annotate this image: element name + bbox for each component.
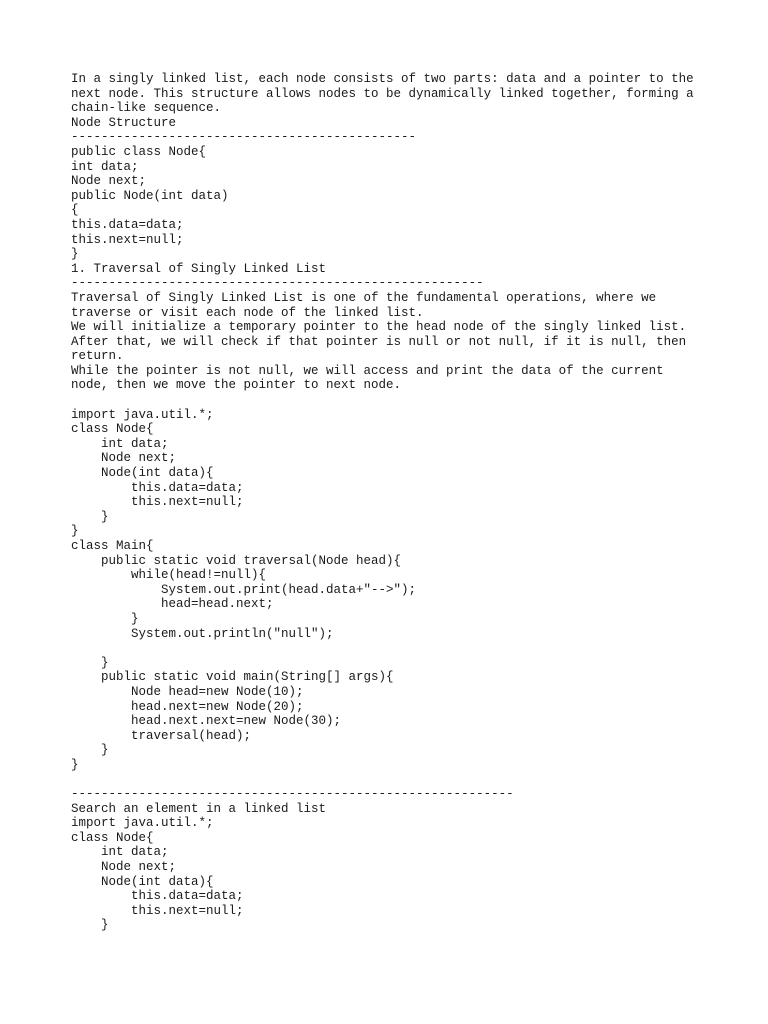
- text-line: Node head=new Node(10);: [71, 684, 304, 699]
- text-line: Node(int data){: [71, 466, 214, 481]
- document-text: [71, 72, 751, 933]
- document-page: [71, 72, 751, 933]
- text-line: import java.util.*;: [71, 816, 214, 831]
- text-line: Node next;: [71, 860, 177, 875]
- text-line: Node next;: [71, 174, 147, 189]
- text-line: this.next=null;: [71, 495, 244, 510]
- text-line: this.next=null;: [71, 903, 244, 918]
- text-line: class Node{: [71, 830, 154, 845]
- text-line: chain-like sequence.: [71, 101, 222, 116]
- text-line: -------------------------------------------------------: [71, 276, 484, 291]
- text-line: }: [71, 655, 109, 670]
- text-line: }: [71, 509, 109, 524]
- text-line: Node next;: [71, 451, 177, 466]
- text-line: public class Node{: [71, 144, 207, 159]
- text-line: }: [71, 247, 79, 262]
- text-line: traverse or visit each node of the linked list.: [71, 305, 424, 320]
- text-line: this.data=data;: [71, 889, 244, 904]
- text-line: Search an element in a linked list: [71, 801, 327, 816]
- text-line: return.: [71, 349, 124, 364]
- text-line: head.next=new Node(20);: [71, 699, 304, 714]
- text-line: -----------------------------------------------------------: [71, 787, 514, 802]
- text-line: while(head!=null){: [71, 568, 267, 583]
- text-line: {: [71, 203, 79, 218]
- text-line: }: [71, 524, 79, 539]
- text-line: While the pointer is not null, we will access and print the data of the current: [71, 363, 664, 378]
- text-line: this.next=null;: [71, 232, 184, 247]
- text-line: public static void main(String[] args){: [71, 670, 394, 685]
- text-line: Traversal of Singly Linked List is one of the fundamental operations, where we: [71, 290, 657, 305]
- text-line: }: [71, 918, 109, 933]
- text-line: }: [71, 743, 109, 758]
- text-line: import java.util.*;: [71, 407, 214, 422]
- text-line: class Main{: [71, 539, 154, 553]
- text-line: node, then we move the pointer to next node.: [71, 378, 402, 393]
- text-line: head.next.next=new Node(30);: [71, 714, 342, 729]
- text-line: class Node{: [71, 422, 154, 437]
- text-line: int data;: [71, 436, 169, 451]
- text-line: In a singly linked list, each node consists of two parts: data and a pointer to the: [71, 72, 694, 86]
- text-line: }: [71, 757, 79, 772]
- text-line: this.data=data;: [71, 217, 184, 232]
- text-line: public Node(int data): [71, 188, 229, 203]
- text-line: Node(int data){: [71, 874, 214, 889]
- text-line: this.data=data;: [71, 480, 244, 495]
- text-line: After that, we will check if that pointer is null or not null, if it is null, then: [71, 334, 687, 349]
- text-line: System.out.println("null");: [71, 626, 334, 641]
- text-line: 1. Traversal of Singly Linked List: [71, 261, 327, 276]
- text-line: We will initialize a temporary pointer to the head node of the singly linked list.: [71, 320, 687, 335]
- text-line: traversal(head);: [71, 728, 252, 743]
- text-line: ----------------------------------------------: [71, 130, 417, 145]
- text-line: int data;: [71, 159, 139, 174]
- text-line: }: [71, 611, 139, 626]
- text-line: Node Structure: [71, 115, 177, 130]
- text-line: head=head.next;: [71, 597, 274, 612]
- text-line: public static void traversal(Node head){: [71, 553, 402, 568]
- text-line: System.out.print(head.data+"-->");: [71, 582, 417, 597]
- text-line: next node. This structure allows nodes to be dynamically linked together, forming a: [71, 86, 694, 101]
- text-line: int data;: [71, 845, 169, 860]
